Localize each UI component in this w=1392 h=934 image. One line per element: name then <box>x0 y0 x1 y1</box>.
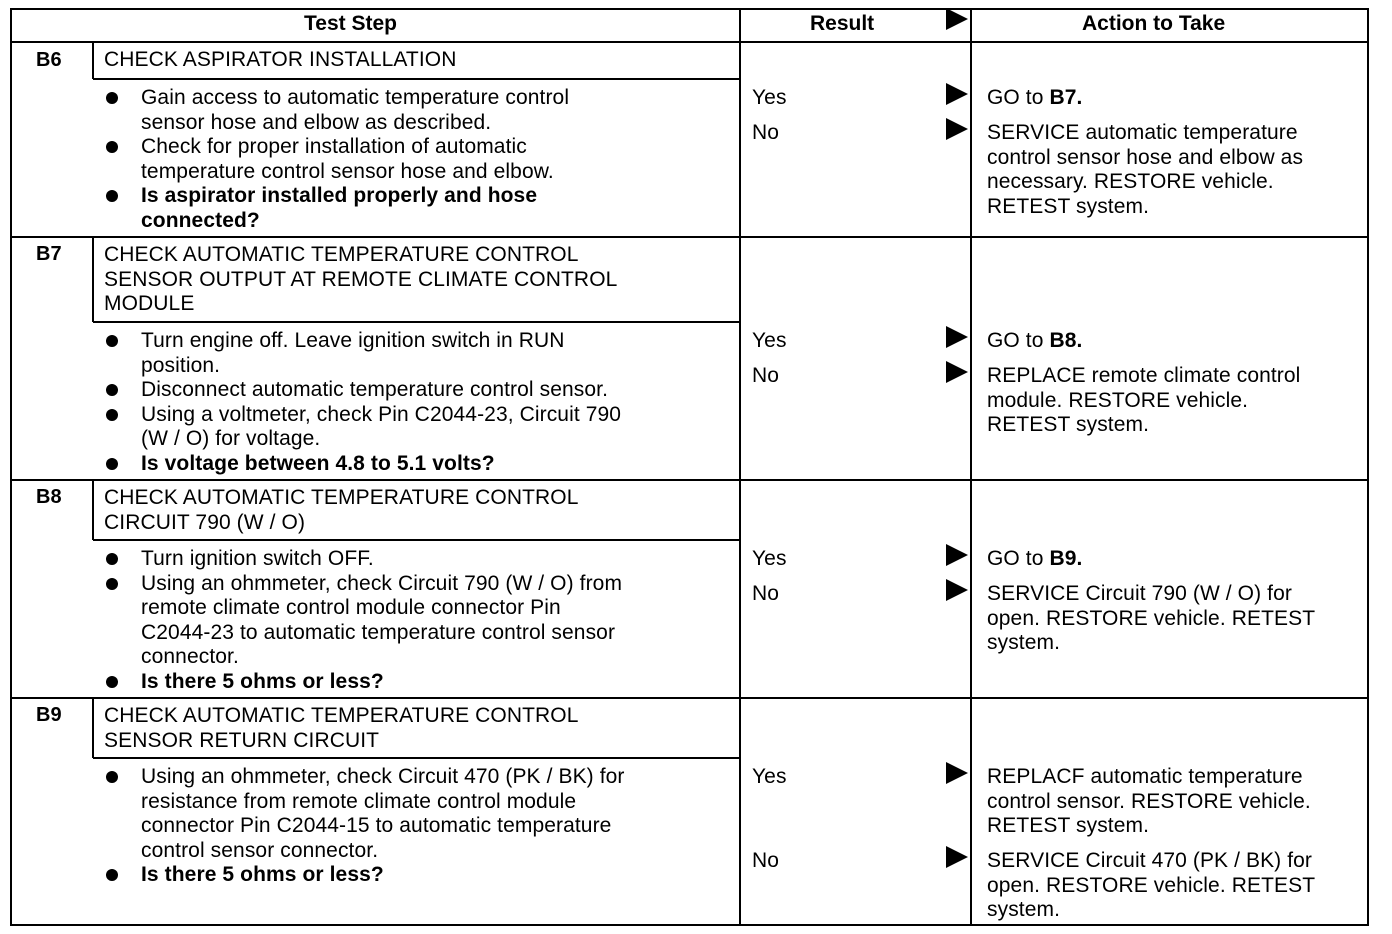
action-text <box>987 582 1292 607</box>
step-cell-divider <box>92 480 94 540</box>
result-arrow-icon <box>946 846 968 868</box>
step-number: B9 <box>36 704 62 726</box>
header-action: Action to Take <box>1082 12 1226 35</box>
action-text-part: system. <box>987 631 1061 654</box>
test-step-text: position. <box>141 353 221 377</box>
step-number: B7 <box>36 243 62 265</box>
result-column-divider <box>739 8 741 925</box>
title-underline <box>93 539 740 541</box>
test-step-text: Is voltage between 4.8 to 5.1 volts? <box>141 451 495 475</box>
result-no: No <box>752 849 780 872</box>
test-step-text: Using an ohmmeter, check Circuit 470 (PK / BK) for <box>141 765 625 788</box>
test-step-text: Is aspirator installed properly and hose <box>141 184 538 207</box>
step-cell-divider <box>92 42 94 79</box>
result-no: No <box>752 364 780 387</box>
header-result: Result <box>810 12 875 35</box>
action-text-part: . <box>1076 329 1083 352</box>
action-text-part: REPLACE remote climate control <box>987 364 1301 387</box>
action-text-part: RETEST system. <box>987 413 1150 436</box>
goto-step-ref: B9 <box>1049 547 1077 570</box>
result-yes: Yes <box>752 765 787 788</box>
step-title: SENSOR RETURN CIRCUIT <box>104 728 380 752</box>
test-step-text: connected? <box>141 208 260 232</box>
bullet-icon <box>106 771 118 783</box>
action-text <box>987 631 1060 656</box>
action-text-part: control sensor hose and elbow as <box>987 145 1304 169</box>
action-text <box>987 547 1082 572</box>
action-text <box>987 413 1149 438</box>
action-text <box>987 389 1248 414</box>
result-arrow-icon <box>946 544 968 566</box>
action-text-part: open. RESTORE vehicle. RETEST <box>987 606 1316 630</box>
action-text-part: GO to <box>987 86 1050 109</box>
action-text-part: module. RESTORE vehicle. <box>987 388 1249 412</box>
action-text <box>987 765 1303 790</box>
test-step-text: connector. <box>141 645 239 668</box>
action-text-part: SERVICE Circuit 790 (W / O) for <box>987 582 1292 605</box>
result-arrow-icon <box>946 83 968 105</box>
action-text-part: GO to <box>987 547 1050 570</box>
action-text-part: SERVICE Circuit 470 (PK / BK) for <box>987 849 1313 872</box>
row-border <box>10 479 1369 481</box>
step-title: CHECK AUTOMATIC TEMPERATURE CONTROL <box>104 243 579 266</box>
test-step-text: (W / O) for voltage. <box>141 427 321 450</box>
header-bottom-border <box>10 41 1369 43</box>
bullet-icon <box>106 676 118 688</box>
bullet-icon <box>106 409 118 421</box>
test-step-text: Using an ohmmeter, check Circuit 790 (W / O) from <box>141 571 623 595</box>
result-yes: Yes <box>752 329 787 352</box>
result-yes: Yes <box>752 547 787 570</box>
header-result-arrow-icon <box>946 8 968 30</box>
step-title: MODULE <box>104 292 195 315</box>
result-yes: Yes <box>752 86 787 109</box>
test-step-text: connector Pin C2044-15 to automatic temperature <box>141 814 612 837</box>
title-underline <box>93 321 740 323</box>
step-number: B6 <box>36 49 62 71</box>
bullet-icon <box>106 553 118 565</box>
goto-step-ref: B8 <box>1049 329 1077 352</box>
test-step-text: Using a voltmeter, check Pin C2044-23, Circuit 790 <box>141 402 622 426</box>
action-text <box>987 849 1312 874</box>
action-text-part: RETEST system. <box>987 194 1150 218</box>
action-text-part: GO to <box>987 329 1050 352</box>
bullet-icon <box>106 578 118 590</box>
action-text-part: . <box>1076 547 1083 570</box>
test-step-text: Disconnect automatic temperature control sensor. <box>141 378 609 401</box>
step-title: SENSOR OUTPUT AT REMOTE CLIMATE CONTROL <box>104 267 618 291</box>
bullet-icon <box>106 458 118 470</box>
result-arrow-icon <box>946 579 968 601</box>
action-text-part: control sensor. RESTORE vehicle. <box>987 789 1311 813</box>
action-text <box>987 121 1298 146</box>
action-text-part: REPLACF automatic temperature <box>987 765 1303 788</box>
bullet-icon <box>106 190 118 202</box>
test-step-text: resistance from remote climate control module <box>141 789 577 813</box>
action-text-part: RETEST system. <box>987 814 1150 837</box>
action-column-divider <box>970 8 972 925</box>
test-step-text: Check for proper installation of automatic <box>141 135 527 158</box>
result-arrow-icon <box>946 118 968 140</box>
action-text <box>987 195 1149 220</box>
table-top-border <box>10 8 1369 10</box>
test-step-text: temperature control sensor hose and elbow. <box>141 159 554 183</box>
action-text-part: . <box>1076 86 1083 109</box>
step-cell-divider <box>92 237 94 322</box>
action-text <box>987 146 1303 171</box>
action-text <box>987 607 1315 632</box>
step-title: CHECK AUTOMATIC TEMPERATURE CONTROL <box>104 486 579 509</box>
bullet-icon <box>106 141 118 153</box>
action-text-part: SERVICE automatic temperature <box>987 121 1298 144</box>
bullet-icon <box>106 869 118 881</box>
result-arrow-icon <box>946 326 968 348</box>
table-right-border <box>1367 8 1369 925</box>
result-arrow-icon <box>946 361 968 383</box>
step-number: B8 <box>36 486 62 508</box>
test-step-text: C2044-23 to automatic temperature control sensor <box>141 620 616 644</box>
table-left-border <box>10 8 12 925</box>
action-text <box>987 364 1300 389</box>
action-text <box>987 790 1311 815</box>
goto-step-ref: B7 <box>1049 86 1077 109</box>
action-text <box>987 329 1082 354</box>
row-border <box>10 236 1369 238</box>
action-text <box>987 814 1149 839</box>
result-no: No <box>752 582 780 605</box>
header-test-step: Test Step <box>304 12 397 35</box>
action-text-part: necessary. RESTORE vehicle. <box>987 170 1274 193</box>
action-text-part: system. <box>987 898 1061 921</box>
title-underline <box>93 78 740 80</box>
result-arrow-icon <box>946 762 968 784</box>
bullet-icon <box>106 335 118 347</box>
action-text <box>987 874 1315 899</box>
test-step-text: Is there 5 ohms or less? <box>141 863 384 886</box>
test-step-text: sensor hose and elbow as described. <box>141 110 492 134</box>
test-step-text: Is there 5 ohms or less? <box>141 669 384 693</box>
test-step-text: Turn ignition switch OFF. <box>141 547 374 570</box>
step-title: CHECK ASPIRATOR INSTALLATION <box>104 48 457 71</box>
row-border <box>10 697 1369 699</box>
test-step-text: control sensor connector. <box>141 838 379 862</box>
step-title: CHECK AUTOMATIC TEMPERATURE CONTROL <box>104 704 579 727</box>
test-step-text: remote climate control module connector Pin <box>141 596 561 619</box>
test-step-text: Gain access to automatic temperature control <box>141 86 570 109</box>
step-cell-divider <box>92 698 94 758</box>
result-no: No <box>752 121 780 144</box>
test-step-text: Turn engine off. Leave ignition switch in RUN <box>141 329 565 352</box>
step-title: CIRCUIT 790 (W / O) <box>104 510 306 534</box>
action-text <box>987 86 1082 111</box>
action-text-part: open. RESTORE vehicle. RETEST <box>987 873 1316 897</box>
bullet-icon <box>106 92 118 104</box>
bullet-icon <box>106 384 118 396</box>
action-text <box>987 170 1274 195</box>
action-text <box>987 898 1060 923</box>
row-border <box>10 924 1369 926</box>
title-underline <box>93 757 740 759</box>
